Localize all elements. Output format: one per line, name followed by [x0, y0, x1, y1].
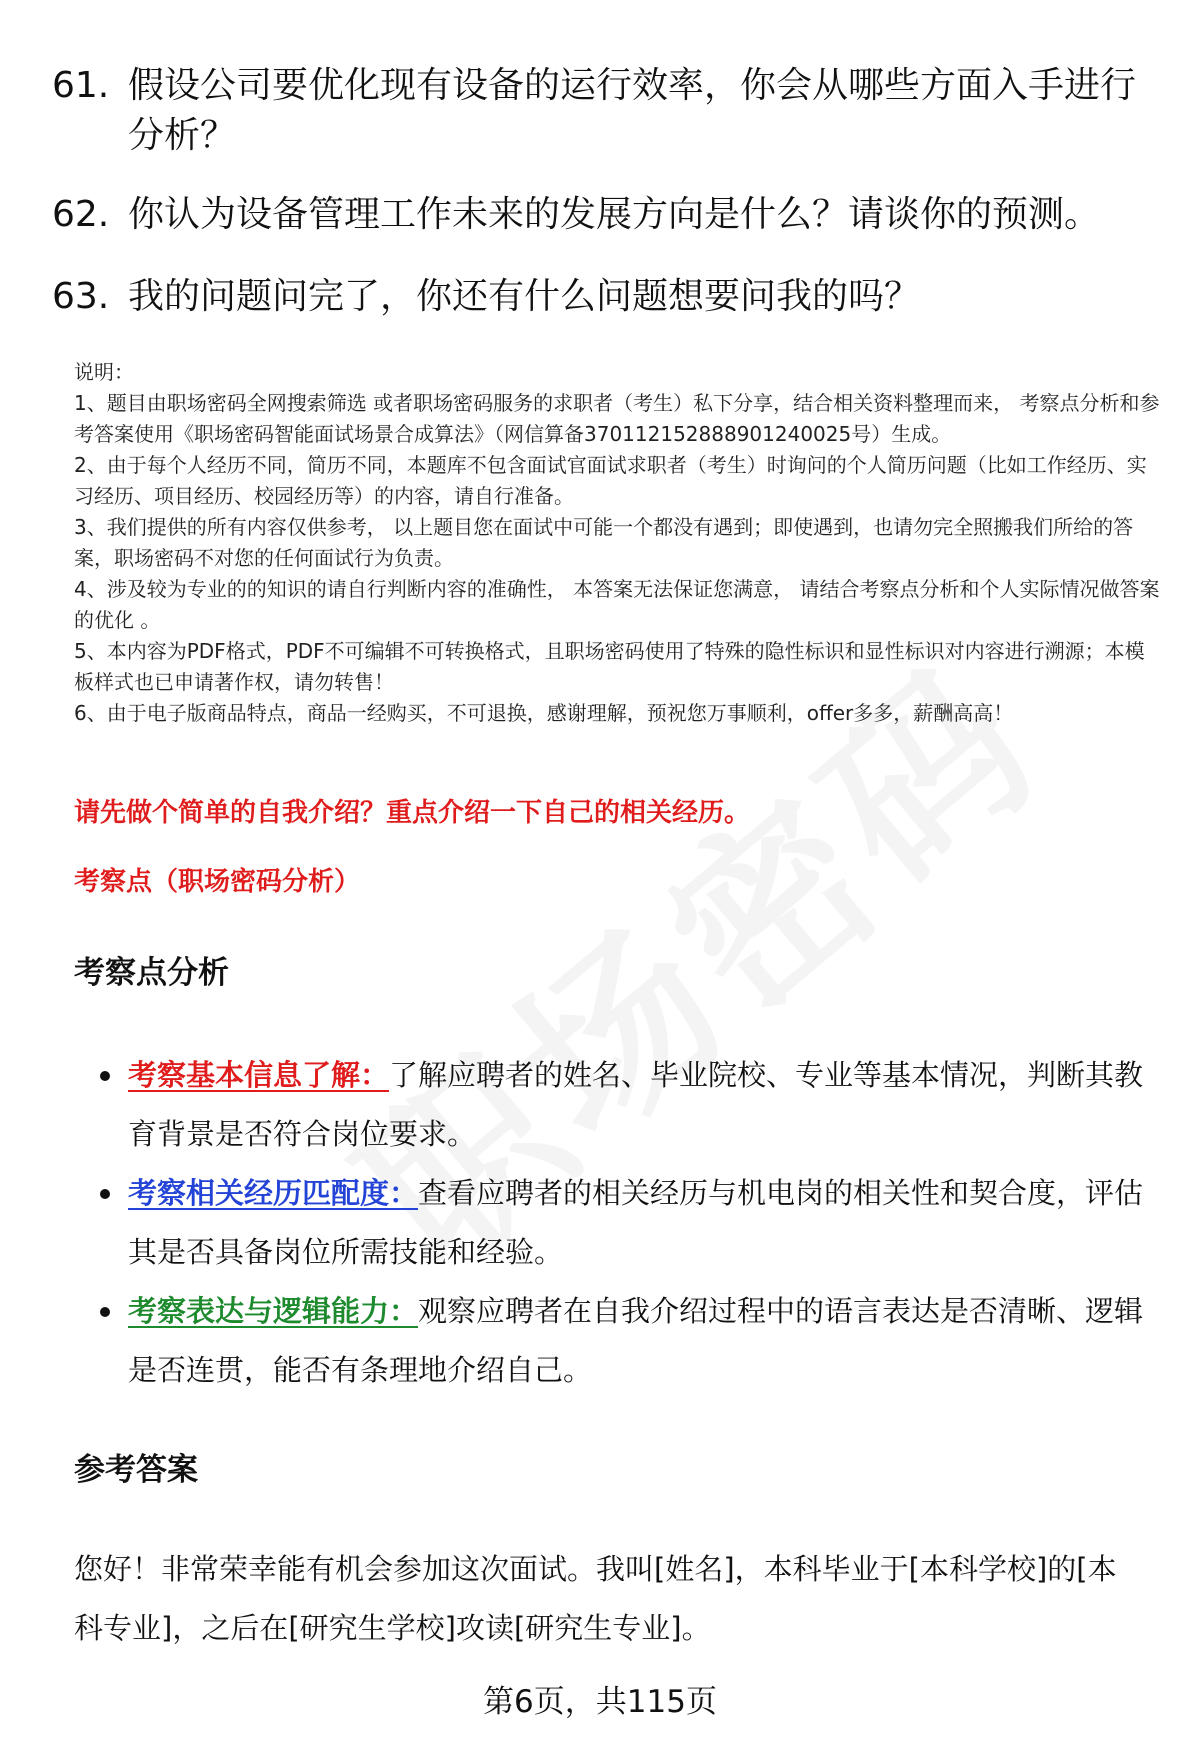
question-number: 62.: [52, 194, 110, 235]
analysis-list: [0, 1046, 1200, 1400]
bullet-icon: [100, 1307, 110, 1317]
bullet-icon: [100, 1071, 110, 1081]
note-item: 1、题目由职场密码全网搜索筛选 或者职场密码服务的求职者（考生）私下分享，结合相关资料整理而来， 考察点分析和参考答案使用《职场密码智能面试场景合成算法》（网信算备370112152888901240025号）生成。: [74, 391, 1160, 446]
intro-question: 请先做个简单的自我介绍？重点介绍一下自己的相关经历。: [74, 798, 751, 828]
question-text: 我的问题问完了，你还有什么问题想要问我的吗？: [128, 276, 921, 317]
analysis-text: 了解应聘者的姓名、毕业院校、专业等基本情况，判断其教育背景是否符合岗位要求。: [128, 1058, 1144, 1151]
question-text: 假设公司要优化现有设备的运行效率，你会从哪些方面入手进行分析？: [128, 65, 1137, 156]
analysis-key: 考察表达与逻辑能力：: [128, 1294, 419, 1328]
notes-title: 说明：: [74, 360, 134, 384]
analysis-text: 观察应聘者在自我介绍过程中的语言表达是否清晰、逻辑是否连贯，能否有条理地介绍自己。: [128, 1294, 1144, 1387]
answer-heading: 参考答案: [74, 1452, 198, 1488]
question-62: [52, 190, 1152, 240]
analysis-item: [128, 1164, 1148, 1282]
page-number: 第6页，共115页: [483, 1684, 717, 1720]
answer-text: 您好！非常荣幸能有机会参加这次面试。我叫[姓名]，本科毕业于[本科学校]的[本科专业]，之后在[研究生学校]攻读[研究生专业]。: [74, 1552, 1117, 1645]
question-number: 63.: [52, 276, 110, 317]
analysis-heading: 考察点分析: [74, 955, 229, 991]
note-item: 4、涉及较为专业的的知识的请自行判断内容的准确性， 本答案无法保证您满意， 请结合考察点分析和个人实际情况做答案的优化 。: [74, 577, 1160, 632]
question-number: 61.: [52, 65, 110, 106]
question-63: [52, 272, 1152, 322]
analysis-text: 查看应聘者的相关经历与机电岗的相关性和契合度，评估其是否具备岗位所需技能和经验。: [128, 1176, 1144, 1269]
analysis-key: 考察相关经历匹配度：: [128, 1176, 419, 1210]
note-item: 5、本内容为PDF格式，PDF不可编辑不可转换格式，且职场密码使用了特殊的隐性标识和显性标识对内容进行溯源；本模板样式也已申请著作权，请勿转售！: [74, 639, 1145, 694]
examination-point-label: 考察点（职场密码分析）: [74, 867, 361, 897]
analysis-item: [128, 1046, 1148, 1164]
analysis-item: [128, 1282, 1148, 1400]
question-61: [52, 61, 1152, 161]
question-text: 你认为设备管理工作未来的发展方向是什么？请谈你的预测。: [128, 194, 1101, 235]
note-item: 6、由于电子版商品特点，商品一经购买，不可退换，感谢理解，预祝您万事顺利，offer多多，薪酬高高！: [74, 701, 1014, 725]
note-item: 3、我们提供的所有内容仅供参考， 以上题目您在面试中可能一个都没有遇到；即使遇到，也请勿完全照搬我们所给的答案，职场密码不对您的任何面试行为负责。: [74, 515, 1134, 570]
analysis-key: 考察基本信息了解：: [128, 1058, 390, 1092]
note-item: 2、由于每个人经历不同，简历不同，本题库不包含面试官面试求职者（考生）时询问的个人简历问题（比如工作经历、实习经历、项目经历、校园经历等）的内容，请自行准备。: [74, 453, 1147, 508]
bullet-icon: [100, 1189, 110, 1199]
notes-section: [74, 357, 1164, 729]
